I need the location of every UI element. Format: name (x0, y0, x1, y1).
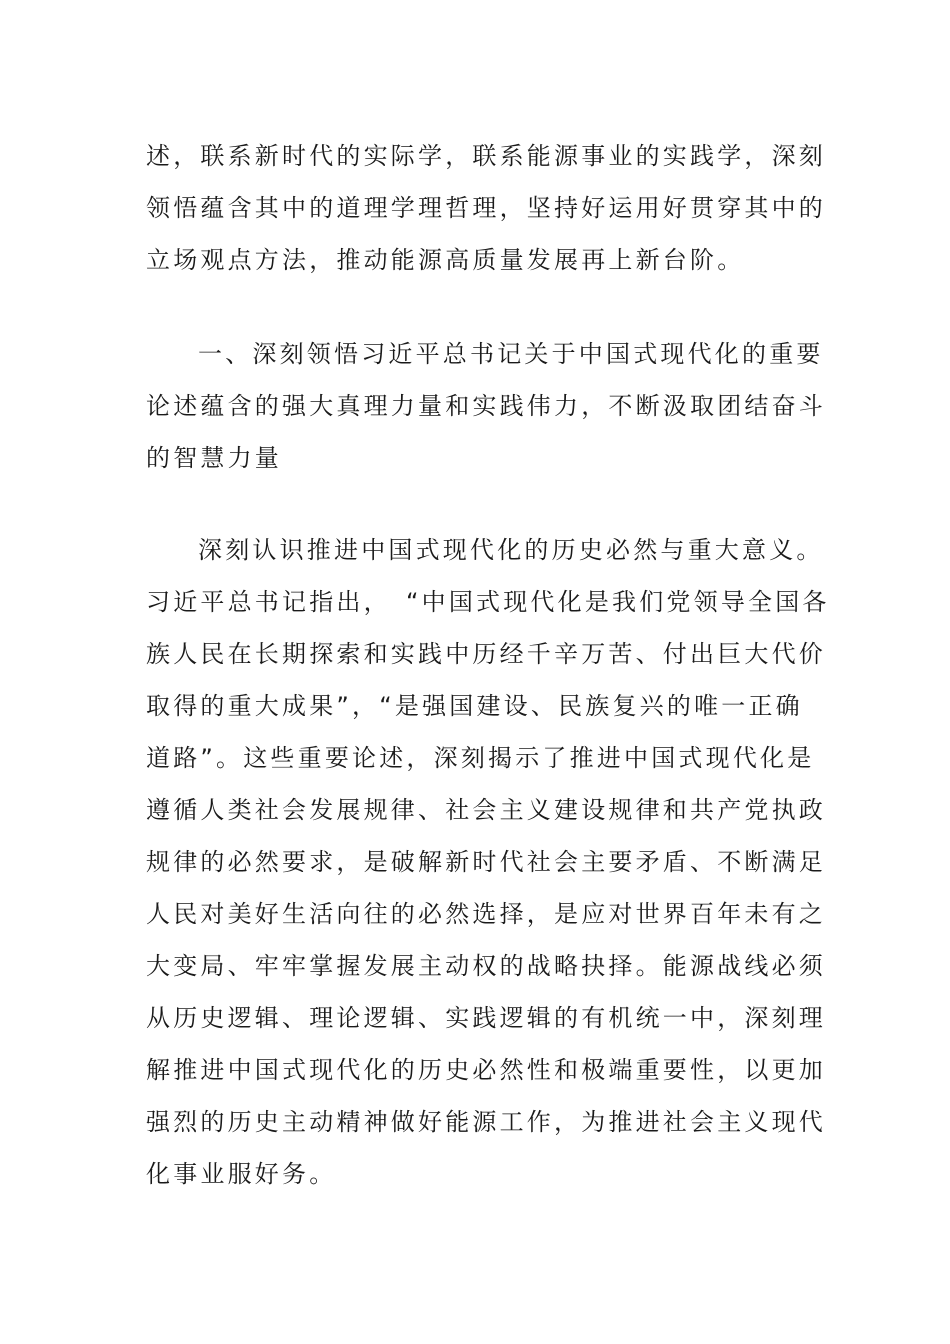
paragraph-line: 规律的必然要求，是破解新时代社会主要矛盾、不断满足 (146, 848, 826, 876)
paragraph-line: 取得的重大成果”，“是强国建设、民族复兴的唯一正确 (146, 692, 803, 720)
paragraph-line: 道路”。这些重要论述，深刻揭示了推进中国式现代化是 (146, 744, 815, 772)
section-heading (146, 328, 826, 484)
paragraph-line: 大变局、牢牢掌握发展主动权的战略抉择。能源战线必须 (146, 952, 826, 980)
paragraph-line: 遵循人类社会发展规律、社会主义建设规律和共产党执政 (146, 796, 826, 824)
paragraph-main (146, 524, 830, 1200)
paragraph-line: 解推进中国式现代化的历史必然性和极端重要性，以更加 (146, 1056, 826, 1084)
paragraph-line: 立场观点方法，推动能源高质量发展再上新台阶。 (146, 246, 745, 274)
heading-line: 一、深刻领悟习近平总书记关于中国式现代化的重要 (198, 340, 824, 368)
paragraph-line: 从历史逻辑、理论逻辑、实践逻辑的有机统一中，深刻理 (146, 1004, 826, 1032)
paragraph-line: 领悟蕴含其中的道理学理哲理，坚持好运用好贯穿其中的 (146, 194, 826, 222)
paragraph-line: 深刻认识推进中国式现代化的历史必然与重大意义。 (198, 536, 824, 564)
paragraph-line: 述，联系新时代的实际学，联系能源事业的实践学，深刻 (146, 142, 826, 170)
heading-line: 的智慧力量 (146, 444, 282, 472)
paragraph-line: 强烈的历史主动精神做好能源工作，为推进社会主义现代 (146, 1108, 826, 1136)
paragraph-line: 族人民在长期探索和实践中历经千辛万苦、付出巨大代价 (146, 640, 826, 668)
paragraph-line: 人民对美好生活向往的必然选择，是应对世界百年未有之 (146, 900, 826, 928)
paragraph-line: 习近平总书记指出， “中国式现代化是我们党领导全国各 (146, 588, 830, 616)
heading-line: 论述蕴含的强大真理力量和实践伟力，不断汲取团结奋斗 (146, 392, 826, 420)
paragraph-continued (146, 130, 826, 286)
paragraph-line: 化事业服好务。 (146, 1160, 337, 1188)
